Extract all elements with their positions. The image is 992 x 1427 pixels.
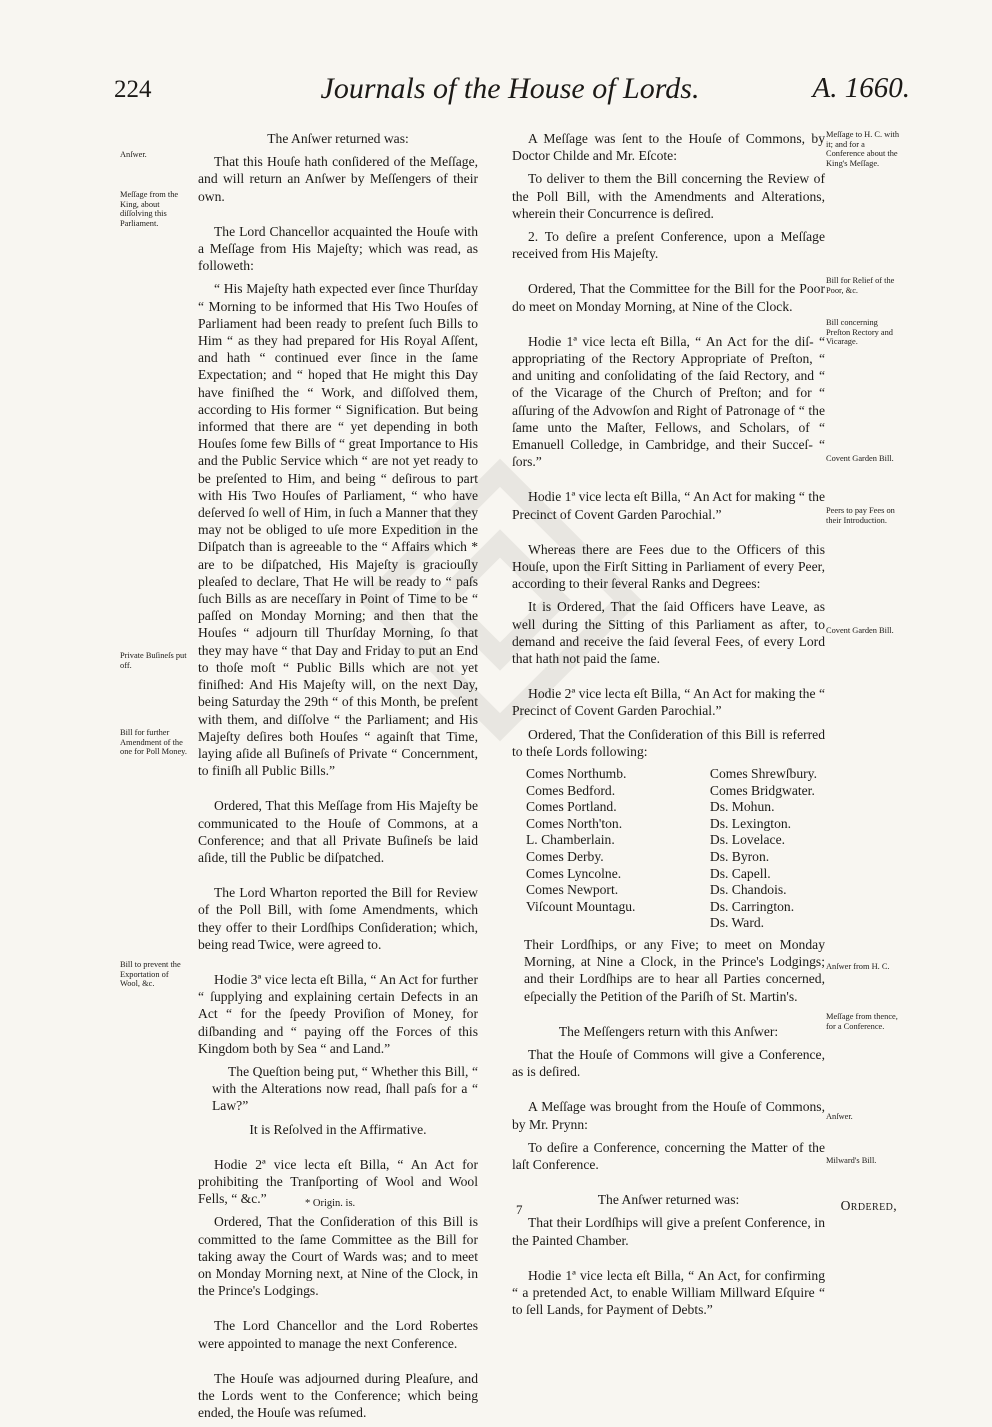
paragraph: Hodie 3ª vice lecta eſt Billa, “ An Act for further “ ſupplying and explaining certain Defects in an Act “ for the ſpeedy Proviſion of Money, for diſbanding and “ paying off the Forces of this Kingdom both by Sea “ and Land.” [198,971,478,1056]
list-item: Ds. Capell. [709,865,771,881]
paragraph: Hodie 1ª vice lecta eſt Billa, “ An Act, for confirming “ a pretended Act, to enable William Millward Eſquire “ to ſell Lands, for Payment of Debts.” [512,1267,825,1318]
margin-note-covent1: Covent Garden Bill. [826,454,894,463]
paragraph: Ordered, That this Meſſage from His Majeſty be communicated to the Houſe of Commons, at a Conference; and that all Private Buſineſs be laid aſide, till the Public be diſpatched. [198,798,478,865]
list-item: Viſcount Mountagu. [526,898,636,914]
list-item: Ds. Ward. [709,915,765,931]
year: A. 1660. [812,72,910,104]
paragraph: Ordered, That the Conſideration of this Bill is referred to theſe Lords following: [512,726,825,759]
paragraph: That this Houſe hath conſidered of the Meſſage, and will return an Anſwer by Meſſengers of their own. [198,154,478,204]
list-item: Comes North'ton. [526,815,623,831]
margin-note-milward: Milward's Bill. [826,1156,877,1165]
signature-mark: 7 [516,1202,523,1217]
running-title: Journals of the House of Lords. [320,72,700,105]
page-number: 224 [114,76,152,103]
margin-note-answer-hc: Anſwer from H. C. [826,962,890,971]
margin-note-poll: Bill for further Amendment of the one for Poll Money. [120,728,187,757]
paragraph: To deſire a Conference, concerning the Matter of the laſt Conference. [512,1139,825,1173]
list-item: L. Chamberlain. [526,832,615,848]
paragraph: The Houſe was adjourned during Pleaſure, and the Lords went to the Conference; which being ended, the Houſe was reſumed. [198,1370,478,1421]
committee-list-left [526,766,635,932]
paragraph: Ordered, That the Committee for the Bill for the Poor do meet on Monday Morning, at Nine of the Clock. [512,281,825,314]
paragraph: That their Lordſhips will give a preſent Conference, in the Painted Chamber. [512,1215,825,1248]
paragraph: Whereas there are Fees due to the Officers of this Houſe, upon the Firſt Sitting in Parliament of every Peer, according to their ſeveral Ranks and Degrees: [512,541,825,592]
committee-list-right [710,766,817,932]
margin-note-private: Private Buſineſs put off. [120,651,187,670]
paragraph: Hodie 1ª vice lecta eſt Billa, “ An Act for the diſ- “ appropriating of the Rectory Appropriate of Preſton, “ and uniting and conſolidating of the ſaid Rectory, and “ of the Vicarage of the Church of Preſton; and for “ aſſuring of the Advowſon and Right of Patronage of “ the ſame unto the Maſter, Fellows, and Scholars, of “ Emanuell Colledge, in Cambridge, and their Succeſ- “ ſors.” [512,333,825,470]
paragraph: The Queſtion being put, “ Whether this Bill, “ with the Alterations now read, ſhall paſs for a “ Law?” [212,1063,478,1114]
list-item: Comes Lyncolne. [526,865,622,881]
paragraph: The Lord Chancellor and the Lord Robertes were appointed to manage the next Conference. [198,1318,478,1351]
royal-message: “ His Majeſty hath expected ever ſince Thurſday “ Morning to be informed that His Two Houſes of Parliament had been ready to preſent ſuch Bills to Him “ as they had prepared for His Royal Aſſent, and hath “ continued ever ſince in the ſame Expectation; and “ hoped that He might this Day have finiſhed the “ Work, and diſſolved them, according to His former “ Signification. But being informed that there are “ yet depending in both Houſes ſome few Bills of “ great Importance to His and the Public Service which “ are not yet ready to be preſented to Him, and being “ deſirous to part with His Two Houſes of Parliament, “ who have deſerved ſo well of Him, in ſuch a Manner that they may not be obliged to uſe more Expedition in the Diſpatch than is agreeable to the “ Affairs which * are to be diſpatched, His Majeſty is graciouſly pleaſed to declare, That He will be ready to “ paſs ſuch Bills as are neceſſary in Point of Time to be “ paſſed on Monday Morning; and then that the Houſes “ adjourn till Thurſday Morning, ſo that they may have “ that Day and Friday to put an End to thoſe moſt “ Public Bills which are not yet finiſhed: And His Majeſty will, on the next Day, being Saturday the 29th “ of this Month, be preſent with them, and diſſolve “ the Parliament; and His Majeſty deſires both Houſes “ againſt that Time, laying aſide all Buſineſs of Private “ Concernment, to finiſh all Public Bills.” [198,281,478,779]
list-item: Ds. Carrington. [709,898,795,914]
paragraph: That the Houſe of Commons will give a Conference, as is deſired. [512,1047,825,1080]
list-item: Comes Northumb. [526,766,627,782]
paragraph: The Anſwer returned was: [267,131,409,146]
catchword: Ordered, [840,1198,897,1213]
footnote: * Origin. is. [305,1198,356,1209]
paragraph: A Meſſage was ſent to the Houſe of Commons, by Doctor Childe and Mr. Eſcote: [512,131,825,164]
paragraph: Hodie 2ª vice lecta eſt Billa, “ An Act for prohibiting the Tranſporting of Wool and Wool Fells, “ &c.” [198,1156,478,1207]
list-item: Ds. Chandois. [709,882,787,898]
paragraph: The Lord Wharton reported the Bill for Review of the Poll Bill, with ſome Amendments, which they offer to their Lordſhips Conſideration; which, being read Twice, were agreed to. [198,885,478,952]
list-item: Ds. Lovelace. [709,832,786,848]
committee-list [512,766,825,932]
margin-note-msg-from: Meſſage from thence, for a Conference. [826,1012,898,1031]
paragraph: It is Ordered, That the ſaid Officers have Leave, as well during the Sitting of this Parliament as after, to demand and receive the ſaid ſeveral Fees, of every Lord that hath not paid the ſame. [512,599,825,667]
list-item: Comes Shrewſbury. [709,766,817,782]
list-item: Comes Newport. [526,882,619,898]
paragraph: It is Reſolved in the Affirmative. [249,1121,427,1137]
paragraph: The Anſwer returned was: [597,1192,740,1208]
list-item: Ds. Byron. [709,849,770,865]
list-item: Comes Portland. [526,799,617,815]
margin-note-peers: Peers to pay Fees on their Introduction. [826,506,895,525]
margin-note-message-king: Meſſage from the King, about diſſolving this Parliament. [120,190,179,228]
paragraph: Ordered, That the Conſideration of this Bill is committed to the ſame Committee as the Bill for taking away the Court of Wards was; and to meet on Monday Morning next, at Nine of the Clock, in the Prince's Lodgings. [198,1214,478,1299]
margin-note-answer: Anſwer. [826,1112,853,1121]
margin-note-msg-hc: Meſſage to H. C. with it; and for a Conference about the King's Meſſage. [826,130,900,168]
paragraph: Hodie 2ª vice lecta eſt Billa, “ An Act for making the “ Precinct of Covent Garden Parochial.” [512,686,825,719]
list-item: Comes Bedford. [526,782,616,798]
margin-note-covent2: Covent Garden Bill. [826,626,894,635]
list-item: Ds. Mohun. [709,799,775,815]
list-item: Comes Derby. [526,849,604,865]
margin-note-poor: Bill for Relief of the Poor, &c. [826,276,895,295]
page-header [110,72,910,112]
left-column [198,130,478,1427]
paragraph: The Lord Chancellor acquainted the Houſe with a Meſſage from His Majeſty; which was read, as followeth: [198,223,478,274]
list-item: Ds. Lexington. [709,815,792,831]
paragraph: Their Lordſhips, or any Five; to meet on Monday Morning, at Nine a Clock, in the Prince's Lodgings; and their Lordſhips are to hear all Parties concerned, eſpecially the Petition of the Pariſh of St. Martin's. [524,937,825,1004]
margin-note-answer: Anſwer. [120,150,147,159]
right-column [512,130,825,1324]
list-item: Comes Bridgwater. [709,782,815,798]
margin-note-preston: Bill concerning Preſton Rectory and Vicarage. [826,318,893,347]
paragraph: To deliver to them the Bill concerning the Review of the Poll Bill, with the Amendments and Alterations, wherein their Concurrence is deſired. [512,171,825,221]
paragraph: The Meſſengers return with this Anſwer: [558,1023,779,1039]
paragraph: 2. To deſire a preſent Conference, upon a Meſſage received from His Majeſty. [512,229,825,262]
paragraph: Hodie 1ª vice lecta eſt Billa, “ An Act for making “ the Precinct of Covent Garden Parochial.” [512,489,825,522]
paragraph: A Meſſage was brought from the Houſe of Commons, by Mr. Prynn: [512,1099,825,1132]
margin-note-wool: Bill to prevent the Exportation of Wool, &c. [120,960,181,989]
